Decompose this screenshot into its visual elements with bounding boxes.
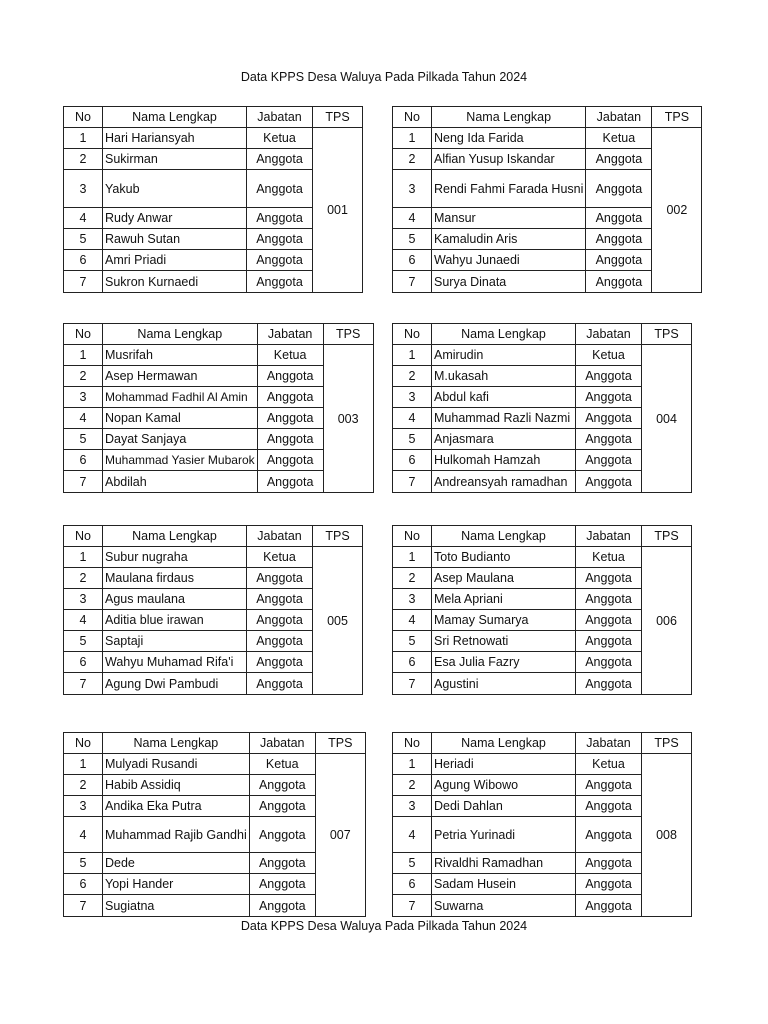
member-position: Anggota: [576, 471, 642, 493]
member-position: Anggota: [257, 471, 323, 493]
member-name: Nopan Kamal: [103, 408, 258, 429]
header-jabatan: Jabatan: [249, 733, 315, 754]
row-number: 5: [393, 631, 432, 652]
member-position: Anggota: [586, 271, 652, 293]
member-position: Ketua: [257, 345, 323, 366]
header-tps: TPS: [642, 733, 692, 754]
member-position: Ketua: [247, 128, 313, 149]
member-position: Ketua: [249, 754, 315, 775]
header-nama-lengkap: Nama Lengkap: [103, 324, 258, 345]
row-number: 6: [64, 652, 103, 673]
member-name: Mansur: [432, 208, 586, 229]
table-header-row: [393, 324, 692, 345]
member-position: Anggota: [249, 796, 315, 817]
member-position: Ketua: [586, 128, 652, 149]
header-no: No: [393, 324, 432, 345]
member-position: Anggota: [576, 796, 642, 817]
header-tps: TPS: [642, 526, 692, 547]
tps-number: 004: [642, 345, 692, 493]
member-name: Muhammad Yasier Mubarok: [103, 450, 258, 471]
header-no: No: [393, 526, 432, 547]
row-number: 4: [393, 610, 432, 631]
member-name: Maulana firdaus: [103, 568, 247, 589]
member-name: Asep Maulana: [432, 568, 576, 589]
header-jabatan: Jabatan: [586, 107, 652, 128]
member-name: Mamay Sumarya: [432, 610, 576, 631]
member-name: Yopi Hander: [103, 874, 250, 895]
row-number: 7: [393, 895, 432, 917]
row-number: 1: [393, 754, 432, 775]
table-header-row: [393, 733, 692, 754]
row-number: 1: [64, 547, 103, 568]
header-nama-lengkap: Nama Lengkap: [103, 107, 247, 128]
header-no: No: [64, 324, 103, 345]
member-name: Esa Julia Fazry: [432, 652, 576, 673]
member-name: Andika Eka Putra: [103, 796, 250, 817]
member-position: Anggota: [576, 817, 642, 853]
member-position: Anggota: [249, 874, 315, 895]
row-number: 1: [393, 128, 432, 149]
member-name: Musrifah: [103, 345, 258, 366]
row-number: 4: [64, 208, 103, 229]
member-position: Ketua: [576, 754, 642, 775]
member-position: Anggota: [249, 853, 315, 874]
member-name: Sri Retnowati: [432, 631, 576, 652]
table-header-row: [64, 107, 363, 128]
member-name: Dedi Dahlan: [432, 796, 576, 817]
member-name: Sukirman: [103, 149, 247, 170]
member-name: Wahyu Junaedi: [432, 250, 586, 271]
member-position: Anggota: [249, 817, 315, 853]
row-number: 1: [393, 345, 432, 366]
member-position: Anggota: [576, 610, 642, 631]
member-position: Anggota: [257, 429, 323, 450]
member-name: Dayat Sanjaya: [103, 429, 258, 450]
member-name: Amirudin: [432, 345, 576, 366]
row-number: 6: [393, 450, 432, 471]
header-tps: TPS: [313, 107, 363, 128]
table-row: [64, 128, 363, 149]
tps-number: 005: [313, 547, 363, 695]
member-position: Anggota: [586, 208, 652, 229]
member-name: Heriadi: [432, 754, 576, 775]
member-position: Anggota: [247, 652, 313, 673]
row-number: 7: [393, 673, 432, 695]
member-position: Anggota: [247, 229, 313, 250]
kpps-table-tps-008: [392, 732, 692, 917]
header-jabatan: Jabatan: [576, 324, 642, 345]
member-name: Subur nugraha: [103, 547, 247, 568]
member-name: Mohammad Fadhil Al Amin: [103, 387, 258, 408]
member-name: Abdul kafi: [432, 387, 576, 408]
row-number: 4: [64, 817, 103, 853]
row-number: 5: [393, 229, 432, 250]
row-number: 4: [393, 408, 432, 429]
member-position: Anggota: [247, 271, 313, 293]
member-name: Hulkomah Hamzah: [432, 450, 576, 471]
member-name: Andreansyah ramadhan: [432, 471, 576, 493]
header-no: No: [64, 107, 103, 128]
header-jabatan: Jabatan: [257, 324, 323, 345]
header-tps: TPS: [642, 324, 692, 345]
tps-number: 007: [315, 754, 365, 917]
row-number: 2: [393, 366, 432, 387]
row-number: 7: [393, 471, 432, 493]
kpps-table-tps-002: [392, 106, 702, 293]
row-number: 4: [393, 817, 432, 853]
member-position: Anggota: [586, 170, 652, 208]
member-position: Anggota: [586, 250, 652, 271]
kpps-table-tps-007: [63, 732, 366, 917]
member-name: Wahyu Muhamad Rifa'i: [103, 652, 247, 673]
kpps-table-tps-003: [63, 323, 374, 493]
member-position: Anggota: [247, 589, 313, 610]
row-number: 1: [64, 345, 103, 366]
row-number: 6: [64, 874, 103, 895]
row-number: 2: [393, 568, 432, 589]
member-name: Amri Priadi: [103, 250, 247, 271]
row-number: 6: [393, 874, 432, 895]
member-name: Rendi Fahmi Farada Husni: [432, 170, 586, 208]
row-number: 5: [64, 429, 103, 450]
header-tps: TPS: [652, 107, 702, 128]
table-row: [393, 547, 692, 568]
member-position: Ketua: [247, 547, 313, 568]
member-position: Ketua: [576, 547, 642, 568]
tps-number: 008: [642, 754, 692, 917]
table-row: [393, 754, 692, 775]
row-number: 3: [64, 387, 103, 408]
member-name: Agus maulana: [103, 589, 247, 610]
header-jabatan: Jabatan: [247, 526, 313, 547]
member-position: Anggota: [576, 631, 642, 652]
header-nama-lengkap: Nama Lengkap: [432, 733, 576, 754]
member-position: Anggota: [576, 589, 642, 610]
row-number: 3: [64, 589, 103, 610]
header-jabatan: Jabatan: [576, 526, 642, 547]
member-position: Anggota: [576, 652, 642, 673]
row-number: 3: [393, 387, 432, 408]
header-nama-lengkap: Nama Lengkap: [432, 526, 576, 547]
member-name: Muhammad Razli Nazmi: [432, 408, 576, 429]
row-number: 7: [64, 895, 103, 917]
member-name: Yakub: [103, 170, 247, 208]
member-position: Ketua: [576, 345, 642, 366]
kpps-table-tps-001: [63, 106, 363, 293]
member-position: Anggota: [247, 208, 313, 229]
kpps-table-tps-004: [392, 323, 692, 493]
member-position: Anggota: [576, 450, 642, 471]
table-row: [64, 547, 363, 568]
member-position: Anggota: [247, 673, 313, 695]
member-name: Mulyadi Rusandi: [103, 754, 250, 775]
row-number: 3: [393, 796, 432, 817]
row-number: 4: [64, 408, 103, 429]
table-row: [64, 345, 374, 366]
member-name: Toto Budianto: [432, 547, 576, 568]
tps-number: 003: [323, 345, 373, 493]
row-number: 5: [64, 631, 103, 652]
member-position: Anggota: [576, 895, 642, 917]
header-tps: TPS: [313, 526, 363, 547]
member-position: Anggota: [257, 408, 323, 429]
member-name: Rudy Anwar: [103, 208, 247, 229]
table-row: [64, 754, 366, 775]
header-no: No: [64, 526, 103, 547]
kpps-table-tps-005: [63, 525, 363, 695]
header-tps: TPS: [315, 733, 365, 754]
header-no: No: [64, 733, 103, 754]
member-name: Agustini: [432, 673, 576, 695]
header-no: No: [393, 733, 432, 754]
row-number: 6: [64, 250, 103, 271]
row-number: 2: [64, 775, 103, 796]
member-name: Sadam Husein: [432, 874, 576, 895]
member-position: Anggota: [247, 170, 313, 208]
row-number: 7: [64, 271, 103, 293]
header-tps: TPS: [323, 324, 373, 345]
member-position: Anggota: [576, 673, 642, 695]
member-name: Aditia blue irawan: [103, 610, 247, 631]
row-number: 7: [64, 673, 103, 695]
member-position: Anggota: [247, 149, 313, 170]
header-nama-lengkap: Nama Lengkap: [432, 324, 576, 345]
table-header-row: [393, 526, 692, 547]
row-number: 6: [393, 652, 432, 673]
row-number: 5: [393, 853, 432, 874]
member-name: Anjasmara: [432, 429, 576, 450]
member-name: Alfian Yusup Iskandar: [432, 149, 586, 170]
row-number: 2: [64, 366, 103, 387]
row-number: 7: [64, 471, 103, 493]
row-number: 3: [393, 170, 432, 208]
member-name: Petria Yurinadi: [432, 817, 576, 853]
table-row: [393, 128, 702, 149]
header-nama-lengkap: Nama Lengkap: [103, 526, 247, 547]
kpps-table-tps-006: [392, 525, 692, 695]
header-nama-lengkap: Nama Lengkap: [432, 107, 586, 128]
row-number: 5: [393, 429, 432, 450]
member-name: Dede: [103, 853, 250, 874]
member-position: Anggota: [576, 853, 642, 874]
row-number: 4: [393, 208, 432, 229]
row-number: 1: [64, 128, 103, 149]
member-name: M.ukasah: [432, 366, 576, 387]
member-name: Kamaludin Aris: [432, 229, 586, 250]
member-position: Anggota: [586, 149, 652, 170]
member-name: Sugiatna: [103, 895, 250, 917]
header-jabatan: Jabatan: [247, 107, 313, 128]
member-name: Surya Dinata: [432, 271, 586, 293]
table-header-row: [64, 526, 363, 547]
member-position: Anggota: [576, 408, 642, 429]
row-number: 6: [64, 450, 103, 471]
row-number: 3: [393, 589, 432, 610]
table-header-row: [64, 324, 374, 345]
document-title: Data KPPS Desa Waluya Pada Pilkada Tahun 2024: [240, 70, 528, 84]
member-position: Anggota: [576, 874, 642, 895]
member-position: Anggota: [576, 568, 642, 589]
table-row: [393, 345, 692, 366]
row-number: 2: [64, 149, 103, 170]
member-name: Agung Wibowo: [432, 775, 576, 796]
row-number: 2: [393, 149, 432, 170]
member-position: Anggota: [257, 387, 323, 408]
row-number: 7: [393, 271, 432, 293]
document-footer-title: Data KPPS Desa Waluya Pada Pilkada Tahun 2024: [240, 919, 528, 933]
row-number: 2: [64, 568, 103, 589]
row-number: 5: [64, 853, 103, 874]
member-name: Rawuh Sutan: [103, 229, 247, 250]
header-jabatan: Jabatan: [576, 733, 642, 754]
member-position: Anggota: [247, 250, 313, 271]
row-number: 5: [64, 229, 103, 250]
member-position: Anggota: [247, 631, 313, 652]
member-position: Anggota: [576, 775, 642, 796]
member-position: Anggota: [576, 366, 642, 387]
member-position: Anggota: [247, 568, 313, 589]
table-header-row: [393, 107, 702, 128]
table-header-row: [64, 733, 366, 754]
member-name: Suwarna: [432, 895, 576, 917]
row-number: 6: [393, 250, 432, 271]
member-position: Anggota: [249, 895, 315, 917]
member-name: Habib Assidiq: [103, 775, 250, 796]
row-number: 3: [64, 796, 103, 817]
tps-number: 006: [642, 547, 692, 695]
member-name: Agung Dwi Pambudi: [103, 673, 247, 695]
member-position: Anggota: [257, 450, 323, 471]
member-position: Anggota: [576, 387, 642, 408]
member-name: Saptaji: [103, 631, 247, 652]
row-number: 1: [64, 754, 103, 775]
row-number: 2: [393, 775, 432, 796]
member-position: Anggota: [576, 429, 642, 450]
member-name: Mela Apriani: [432, 589, 576, 610]
header-nama-lengkap: Nama Lengkap: [103, 733, 250, 754]
member-name: Muhammad Rajib Gandhi: [103, 817, 250, 853]
member-name: Asep Hermawan: [103, 366, 258, 387]
member-name: Sukron Kurnaedi: [103, 271, 247, 293]
member-position: Anggota: [247, 610, 313, 631]
member-name: Hari Hariansyah: [103, 128, 247, 149]
member-position: Anggota: [249, 775, 315, 796]
row-number: 3: [64, 170, 103, 208]
header-no: No: [393, 107, 432, 128]
tps-number: 001: [313, 128, 363, 293]
member-name: Abdilah: [103, 471, 258, 493]
member-position: Anggota: [257, 366, 323, 387]
member-name: Rivaldhi Ramadhan: [432, 853, 576, 874]
row-number: 4: [64, 610, 103, 631]
member-name: Neng Ida Farida: [432, 128, 586, 149]
member-position: Anggota: [586, 229, 652, 250]
row-number: 1: [393, 547, 432, 568]
tps-number: 002: [652, 128, 702, 293]
